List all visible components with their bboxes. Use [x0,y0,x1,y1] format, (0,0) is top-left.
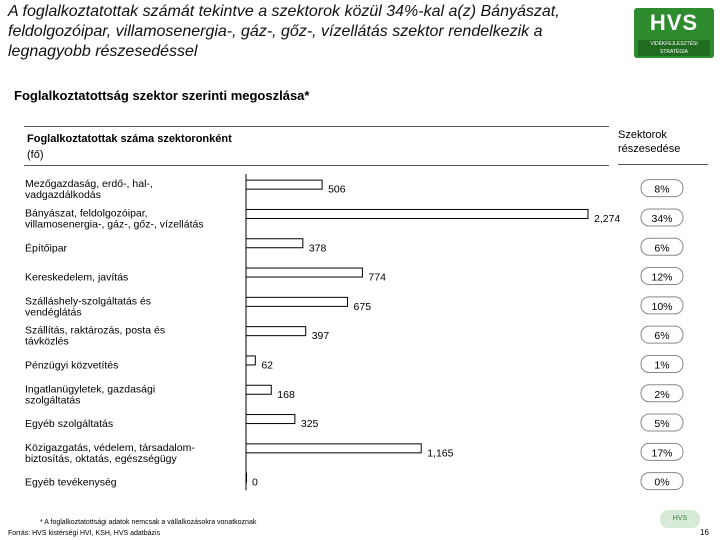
share-header-line2: részesedése [618,143,681,155]
logo-text: HVS [649,10,699,35]
value-label: 325 [300,418,319,431]
share-label: 1% [654,359,670,372]
share-label: 10% [651,300,673,313]
value-label: 774 [368,271,386,284]
share-label: 8% [654,183,670,196]
share-label: 6% [654,242,670,255]
share-label: 6% [654,330,670,343]
value-label: 168 [277,388,295,401]
bar [246,180,322,189]
category-label: Egyéb tevékenység [25,476,117,489]
value-label: 506 [328,183,346,196]
category-label: Szálláshely-szolgáltatás és vendéglátás [25,295,152,319]
value-label: 2,274 [594,212,621,225]
category-label: Kereskedelem, javítás [25,271,129,284]
chart-subtitle: Foglalkoztatottság szektor szerinti megoszlása* [14,88,310,103]
panel-unit: (fő) [27,149,44,161]
bar [246,327,306,336]
category-label: Mezőgazdaság, erdő-, hal-, vadgazdálkodás [25,178,153,202]
category-label: Szállítás, raktározás, posta és távközlés [25,324,166,348]
category-label: Bányászat, feldolgozóipar, villamosenergia-, gáz-, gőz-, vízellátás [25,207,204,231]
share-label: 17% [651,447,673,460]
category-label: Közigazgatás, védelem, társadalom-biztosítás, oktatás, egészségügy [25,441,195,465]
logo-tagline: VIDÉKFEJLESZTÉSI STRATÉGIA [638,40,710,56]
bar [246,268,362,277]
source-note: Forrás: HVS kistérségi HVI, KSH, HVS adatbázis [8,530,161,537]
share-label: 2% [654,388,670,401]
bar [246,415,295,424]
value-label: 675 [353,300,372,313]
value-label: 62 [261,359,274,372]
category-label: Egyéb szolgáltatás [25,418,114,431]
panel-title: Foglalkoztatottak száma szektoronként [27,133,232,145]
page-number: 16 [700,528,709,537]
bar [246,385,271,394]
category-label: Ingatlanügyletek, gazdasági szolgáltatás [25,383,156,407]
footnote: * A foglalkoztatottsági adatok nemcsak a vállalkozásokra vonatkoznak [40,519,257,526]
share-label: 12% [651,271,673,284]
headline: A foglalkoztatottak számát tekintve a szektorok közül 34%-kal a(z) Bányászat, feldolgozóipar, villamosenergia-, gáz-, gőz-, vízellátás szektor rendelkezik a legnagyobb részesedéssel [8,3,560,60]
category-label: Építőipar [25,242,68,255]
value-label: 397 [311,330,330,343]
bar [246,239,303,248]
value-label: 378 [308,242,327,255]
bar [246,444,421,453]
bar [246,297,348,306]
share-header-line1: Szektorok [618,129,667,141]
value-label: 0 [252,476,258,489]
value-label: 1,165 [427,447,454,460]
share-label: 5% [654,418,670,431]
bar [246,356,255,365]
category-label: Pénzügyi közvetítés [25,359,119,372]
bar [246,209,588,218]
share-label: 0% [654,476,670,489]
bottom-logo: HVS [660,510,700,528]
share-label: 34% [651,212,673,225]
